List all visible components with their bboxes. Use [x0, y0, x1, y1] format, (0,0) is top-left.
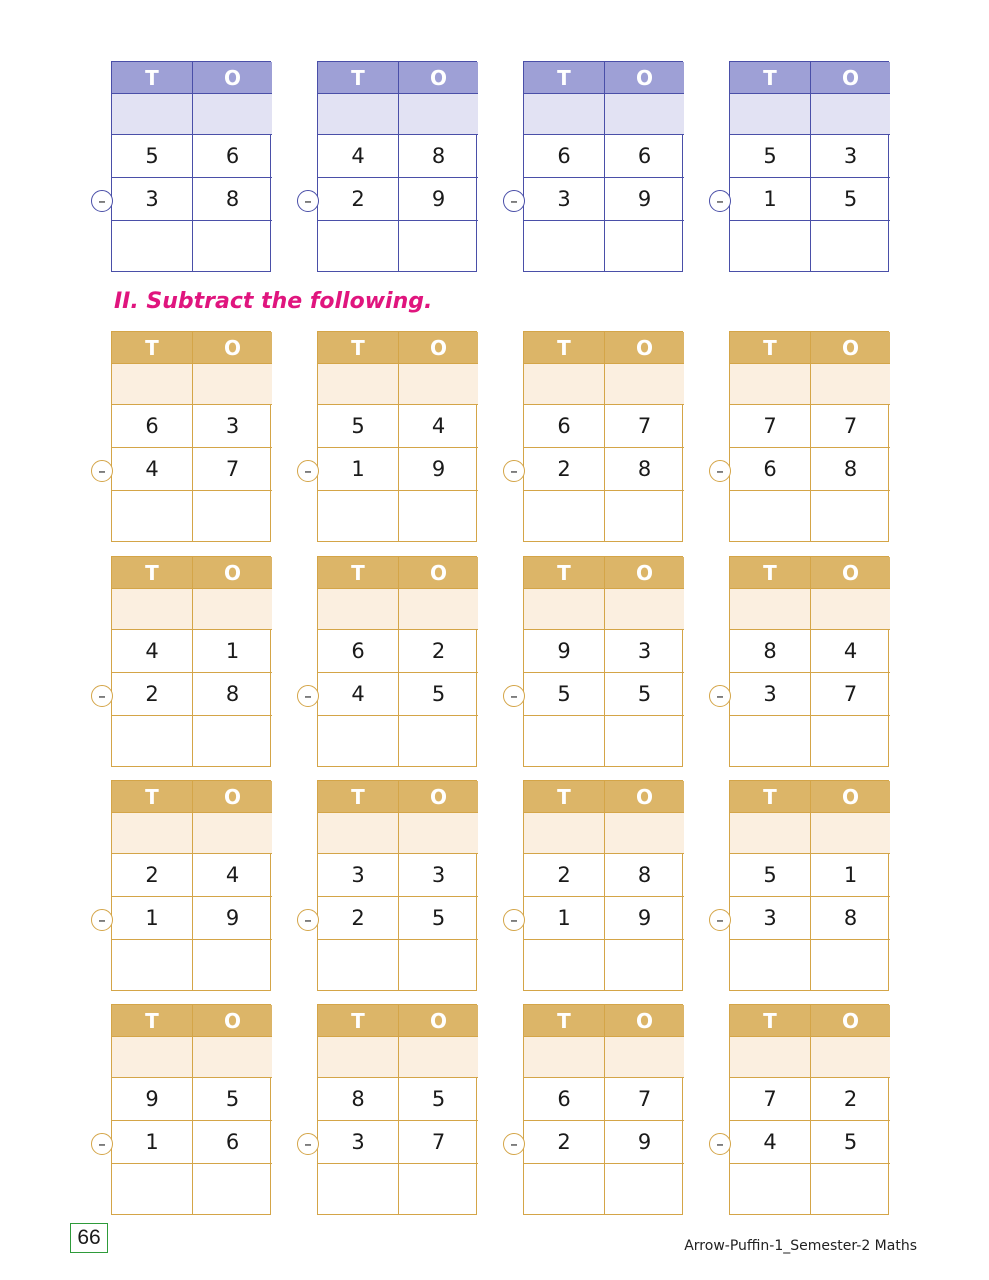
minus-sign-icon: –: [503, 1133, 525, 1155]
subtrahend-tens: 2: [524, 1120, 604, 1163]
answer-ones-cell[interactable]: [810, 220, 890, 271]
answer-tens-cell[interactable]: [730, 939, 810, 990]
minuend-ones: 3: [810, 134, 890, 177]
subtraction-table: [317, 61, 477, 272]
minuend-ones: 7: [810, 404, 890, 447]
subtraction-table: [523, 1004, 683, 1215]
header-tens: T: [318, 781, 398, 812]
carry-ones-cell[interactable]: [604, 93, 684, 134]
header-tens: T: [730, 1005, 810, 1036]
header-tens: T: [730, 332, 810, 363]
carry-ones-cell[interactable]: [604, 812, 684, 853]
minuend-tens: 5: [730, 134, 810, 177]
minus-sign-icon: –: [297, 460, 319, 482]
header-tens: T: [318, 332, 398, 363]
subtrahend-tens: 5: [524, 672, 604, 715]
minuend-ones: 4: [398, 404, 478, 447]
minuend-tens: 5: [318, 404, 398, 447]
minus-sign-icon: –: [709, 460, 731, 482]
subtraction-table: [317, 331, 477, 542]
subtrahend-ones: 9: [604, 896, 684, 939]
minus-sign-icon: –: [709, 1133, 731, 1155]
subtrahend-ones: 9: [604, 177, 684, 220]
minus-sign-icon: –: [91, 460, 113, 482]
subtrahend-ones: 8: [604, 447, 684, 490]
section-heading: II. Subtract the following.: [114, 289, 433, 314]
carry-ones-cell[interactable]: [810, 363, 890, 404]
minus-sign-icon: –: [297, 909, 319, 931]
minuend-tens: 5: [730, 853, 810, 896]
header-ones: O: [604, 62, 684, 93]
carry-ones-cell[interactable]: [810, 588, 890, 629]
subtraction-table: [111, 780, 271, 991]
minuend-tens: 9: [112, 1077, 192, 1120]
subtrahend-tens: 4: [318, 672, 398, 715]
carry-ones-cell[interactable]: [398, 363, 478, 404]
subtraction-table: [111, 61, 271, 272]
carry-ones-cell[interactable]: [192, 93, 272, 134]
minus-sign-icon: –: [709, 909, 731, 931]
subtrahend-tens: 4: [112, 447, 192, 490]
subtraction-table: [523, 331, 683, 542]
minus-sign-icon: –: [91, 685, 113, 707]
subtraction-table: [729, 1004, 889, 1215]
header-ones: O: [192, 557, 272, 588]
subtrahend-tens: 2: [524, 447, 604, 490]
minuend-tens: 6: [524, 404, 604, 447]
minuend-ones: 2: [398, 629, 478, 672]
answer-tens-cell[interactable]: [112, 939, 192, 990]
subtraction-table: [317, 780, 477, 991]
minus-sign-icon: –: [709, 190, 731, 212]
subtraction-table: [729, 556, 889, 767]
answer-tens-cell[interactable]: [318, 715, 398, 766]
carry-ones-cell[interactable]: [810, 812, 890, 853]
subtrahend-ones: 8: [192, 177, 272, 220]
minus-sign-icon: –: [709, 685, 731, 707]
carry-ones-cell[interactable]: [192, 1036, 272, 1077]
subtrahend-ones: 9: [398, 447, 478, 490]
header-ones: O: [398, 62, 478, 93]
answer-tens-cell[interactable]: [730, 220, 810, 271]
answer-tens-cell[interactable]: [318, 1163, 398, 1214]
header-ones: O: [192, 332, 272, 363]
header-tens: T: [730, 781, 810, 812]
carry-tens-cell[interactable]: [524, 363, 604, 404]
subtrahend-tens: 3: [730, 672, 810, 715]
answer-ones-cell[interactable]: [810, 939, 890, 990]
subtrahend-tens: 2: [112, 672, 192, 715]
minuend-tens: 8: [318, 1077, 398, 1120]
minuend-tens: 4: [112, 629, 192, 672]
answer-ones-cell[interactable]: [810, 715, 890, 766]
subtrahend-tens: 1: [112, 1120, 192, 1163]
minuend-ones: 5: [192, 1077, 272, 1120]
header-ones: O: [398, 557, 478, 588]
subtraction-table: [729, 61, 889, 272]
subtrahend-ones: 9: [192, 896, 272, 939]
minuend-ones: 1: [192, 629, 272, 672]
carry-tens-cell[interactable]: [318, 93, 398, 134]
subtraction-table: [111, 331, 271, 542]
minuend-tens: 9: [524, 629, 604, 672]
subtraction-table: [523, 780, 683, 991]
subtrahend-tens: 1: [318, 447, 398, 490]
carry-ones-cell[interactable]: [604, 588, 684, 629]
answer-tens-cell[interactable]: [730, 490, 810, 541]
subtraction-table: [729, 331, 889, 542]
carry-ones-cell[interactable]: [192, 812, 272, 853]
subtrahend-tens: 2: [318, 177, 398, 220]
minuend-ones: 4: [192, 853, 272, 896]
answer-ones-cell[interactable]: [192, 490, 272, 541]
header-tens: T: [524, 781, 604, 812]
answer-tens-cell[interactable]: [524, 220, 604, 271]
subtraction-table: [317, 556, 477, 767]
carry-ones-cell[interactable]: [398, 812, 478, 853]
carry-tens-cell[interactable]: [318, 1036, 398, 1077]
subtrahend-ones: 5: [810, 177, 890, 220]
carry-ones-cell[interactable]: [192, 363, 272, 404]
header-ones: O: [810, 1005, 890, 1036]
minuend-ones: 6: [604, 134, 684, 177]
subtrahend-ones: 7: [810, 672, 890, 715]
subtrahend-tens: 6: [730, 447, 810, 490]
minuend-tens: 2: [112, 853, 192, 896]
answer-ones-cell[interactable]: [192, 220, 272, 271]
carry-tens-cell[interactable]: [524, 93, 604, 134]
answer-ones-cell[interactable]: [604, 1163, 684, 1214]
carry-ones-cell[interactable]: [398, 588, 478, 629]
minuend-tens: 7: [730, 1077, 810, 1120]
minuend-tens: 6: [524, 1077, 604, 1120]
header-ones: O: [604, 332, 684, 363]
subtrahend-tens: 3: [730, 896, 810, 939]
header-ones: O: [604, 557, 684, 588]
minuend-tens: 6: [524, 134, 604, 177]
subtrahend-ones: 6: [192, 1120, 272, 1163]
subtrahend-tens: 3: [524, 177, 604, 220]
carry-tens-cell[interactable]: [112, 363, 192, 404]
header-tens: T: [524, 62, 604, 93]
answer-ones-cell[interactable]: [192, 715, 272, 766]
answer-ones-cell[interactable]: [604, 939, 684, 990]
header-tens: T: [524, 332, 604, 363]
answer-tens-cell[interactable]: [112, 715, 192, 766]
header-tens: T: [112, 1005, 192, 1036]
answer-ones-cell[interactable]: [604, 490, 684, 541]
header-ones: O: [810, 557, 890, 588]
header-ones: O: [192, 781, 272, 812]
header-ones: O: [810, 781, 890, 812]
minus-sign-icon: –: [503, 190, 525, 212]
header-ones: O: [192, 62, 272, 93]
minuend-ones: 7: [604, 404, 684, 447]
minus-sign-icon: –: [297, 190, 319, 212]
minuend-tens: 6: [112, 404, 192, 447]
header-ones: O: [810, 332, 890, 363]
subtraction-table: [111, 556, 271, 767]
answer-ones-cell[interactable]: [192, 1163, 272, 1214]
minus-sign-icon: –: [91, 909, 113, 931]
minuend-tens: 7: [730, 404, 810, 447]
subtrahend-ones: 8: [810, 447, 890, 490]
minuend-ones: 1: [810, 853, 890, 896]
minuend-ones: 2: [810, 1077, 890, 1120]
minus-sign-icon: –: [297, 1133, 319, 1155]
subtrahend-ones: 7: [192, 447, 272, 490]
carry-tens-cell[interactable]: [112, 812, 192, 853]
minuend-tens: 2: [524, 853, 604, 896]
minuend-ones: 3: [192, 404, 272, 447]
carry-ones-cell[interactable]: [192, 588, 272, 629]
carry-ones-cell[interactable]: [810, 1036, 890, 1077]
minuend-tens: 6: [318, 629, 398, 672]
minuend-tens: 5: [112, 134, 192, 177]
carry-tens-cell[interactable]: [730, 363, 810, 404]
carry-tens-cell[interactable]: [318, 812, 398, 853]
subtrahend-ones: 8: [192, 672, 272, 715]
subtrahend-ones: 5: [398, 672, 478, 715]
minus-sign-icon: –: [297, 685, 319, 707]
subtrahend-tens: 1: [112, 896, 192, 939]
subtraction-table: [317, 1004, 477, 1215]
subtrahend-ones: 9: [604, 1120, 684, 1163]
subtrahend-ones: 9: [398, 177, 478, 220]
answer-tens-cell[interactable]: [524, 939, 604, 990]
answer-ones-cell[interactable]: [810, 490, 890, 541]
minuend-tens: 8: [730, 629, 810, 672]
subtrahend-ones: 5: [398, 896, 478, 939]
carry-ones-cell[interactable]: [398, 93, 478, 134]
subtrahend-ones: 7: [398, 1120, 478, 1163]
carry-tens-cell[interactable]: [730, 93, 810, 134]
subtrahend-tens: 3: [318, 1120, 398, 1163]
minuend-ones: 3: [398, 853, 478, 896]
minus-sign-icon: –: [91, 190, 113, 212]
header-tens: T: [524, 557, 604, 588]
answer-tens-cell[interactable]: [524, 490, 604, 541]
answer-tens-cell[interactable]: [112, 220, 192, 271]
subtrahend-tens: 1: [730, 177, 810, 220]
carry-ones-cell[interactable]: [810, 93, 890, 134]
page-number: 66: [70, 1223, 108, 1253]
answer-tens-cell[interactable]: [318, 490, 398, 541]
header-tens: T: [318, 557, 398, 588]
subtrahend-ones: 5: [604, 672, 684, 715]
header-tens: T: [112, 62, 192, 93]
carry-tens-cell[interactable]: [524, 812, 604, 853]
header-tens: T: [318, 1005, 398, 1036]
answer-ones-cell[interactable]: [604, 220, 684, 271]
subtraction-table: [523, 61, 683, 272]
minuend-tens: 4: [318, 134, 398, 177]
minuend-ones: 4: [810, 629, 890, 672]
header-tens: T: [318, 62, 398, 93]
carry-ones-cell[interactable]: [604, 1036, 684, 1077]
minuend-ones: 7: [604, 1077, 684, 1120]
minuend-ones: 8: [604, 853, 684, 896]
subtraction-table: [111, 1004, 271, 1215]
carry-tens-cell[interactable]: [524, 588, 604, 629]
subtrahend-ones: 5: [810, 1120, 890, 1163]
subtrahend-ones: 8: [810, 896, 890, 939]
minus-sign-icon: –: [91, 1133, 113, 1155]
answer-tens-cell[interactable]: [112, 1163, 192, 1214]
answer-ones-cell[interactable]: [398, 490, 478, 541]
answer-tens-cell[interactable]: [112, 490, 192, 541]
header-tens: T: [730, 62, 810, 93]
footer-text: Arrow-Puffin-1_Semester-2 Maths: [684, 1238, 917, 1254]
answer-ones-cell[interactable]: [398, 715, 478, 766]
answer-ones-cell[interactable]: [398, 220, 478, 271]
header-tens: T: [112, 557, 192, 588]
header-ones: O: [810, 62, 890, 93]
carry-ones-cell[interactable]: [604, 363, 684, 404]
header-tens: T: [730, 557, 810, 588]
answer-tens-cell[interactable]: [524, 715, 604, 766]
carry-tens-cell[interactable]: [318, 588, 398, 629]
answer-ones-cell[interactable]: [398, 1163, 478, 1214]
minuend-tens: 3: [318, 853, 398, 896]
answer-tens-cell[interactable]: [318, 939, 398, 990]
carry-tens-cell[interactable]: [318, 363, 398, 404]
minus-sign-icon: –: [503, 685, 525, 707]
header-ones: O: [604, 1005, 684, 1036]
answer-tens-cell[interactable]: [318, 220, 398, 271]
answer-ones-cell[interactable]: [604, 715, 684, 766]
answer-tens-cell[interactable]: [730, 715, 810, 766]
answer-tens-cell[interactable]: [524, 1163, 604, 1214]
subtraction-table: [729, 780, 889, 991]
header-ones: O: [604, 781, 684, 812]
carry-tens-cell[interactable]: [730, 812, 810, 853]
header-ones: O: [398, 1005, 478, 1036]
answer-ones-cell[interactable]: [192, 939, 272, 990]
minuend-ones: 6: [192, 134, 272, 177]
carry-tens-cell[interactable]: [730, 1036, 810, 1077]
subtrahend-tens: 2: [318, 896, 398, 939]
header-tens: T: [524, 1005, 604, 1036]
header-ones: O: [192, 1005, 272, 1036]
header-ones: O: [398, 332, 478, 363]
carry-tens-cell[interactable]: [112, 1036, 192, 1077]
subtraction-table: [523, 556, 683, 767]
answer-tens-cell[interactable]: [730, 1163, 810, 1214]
subtrahend-tens: 3: [112, 177, 192, 220]
header-ones: O: [398, 781, 478, 812]
minuend-ones: 5: [398, 1077, 478, 1120]
carry-ones-cell[interactable]: [398, 1036, 478, 1077]
header-tens: T: [112, 781, 192, 812]
subtrahend-tens: 1: [524, 896, 604, 939]
carry-tens-cell[interactable]: [730, 588, 810, 629]
carry-tens-cell[interactable]: [524, 1036, 604, 1077]
minus-sign-icon: –: [503, 460, 525, 482]
carry-tens-cell[interactable]: [112, 93, 192, 134]
carry-tens-cell[interactable]: [112, 588, 192, 629]
answer-ones-cell[interactable]: [810, 1163, 890, 1214]
minuend-ones: 8: [398, 134, 478, 177]
header-tens: T: [112, 332, 192, 363]
subtrahend-tens: 4: [730, 1120, 810, 1163]
minuend-ones: 3: [604, 629, 684, 672]
answer-ones-cell[interactable]: [398, 939, 478, 990]
minus-sign-icon: –: [503, 909, 525, 931]
